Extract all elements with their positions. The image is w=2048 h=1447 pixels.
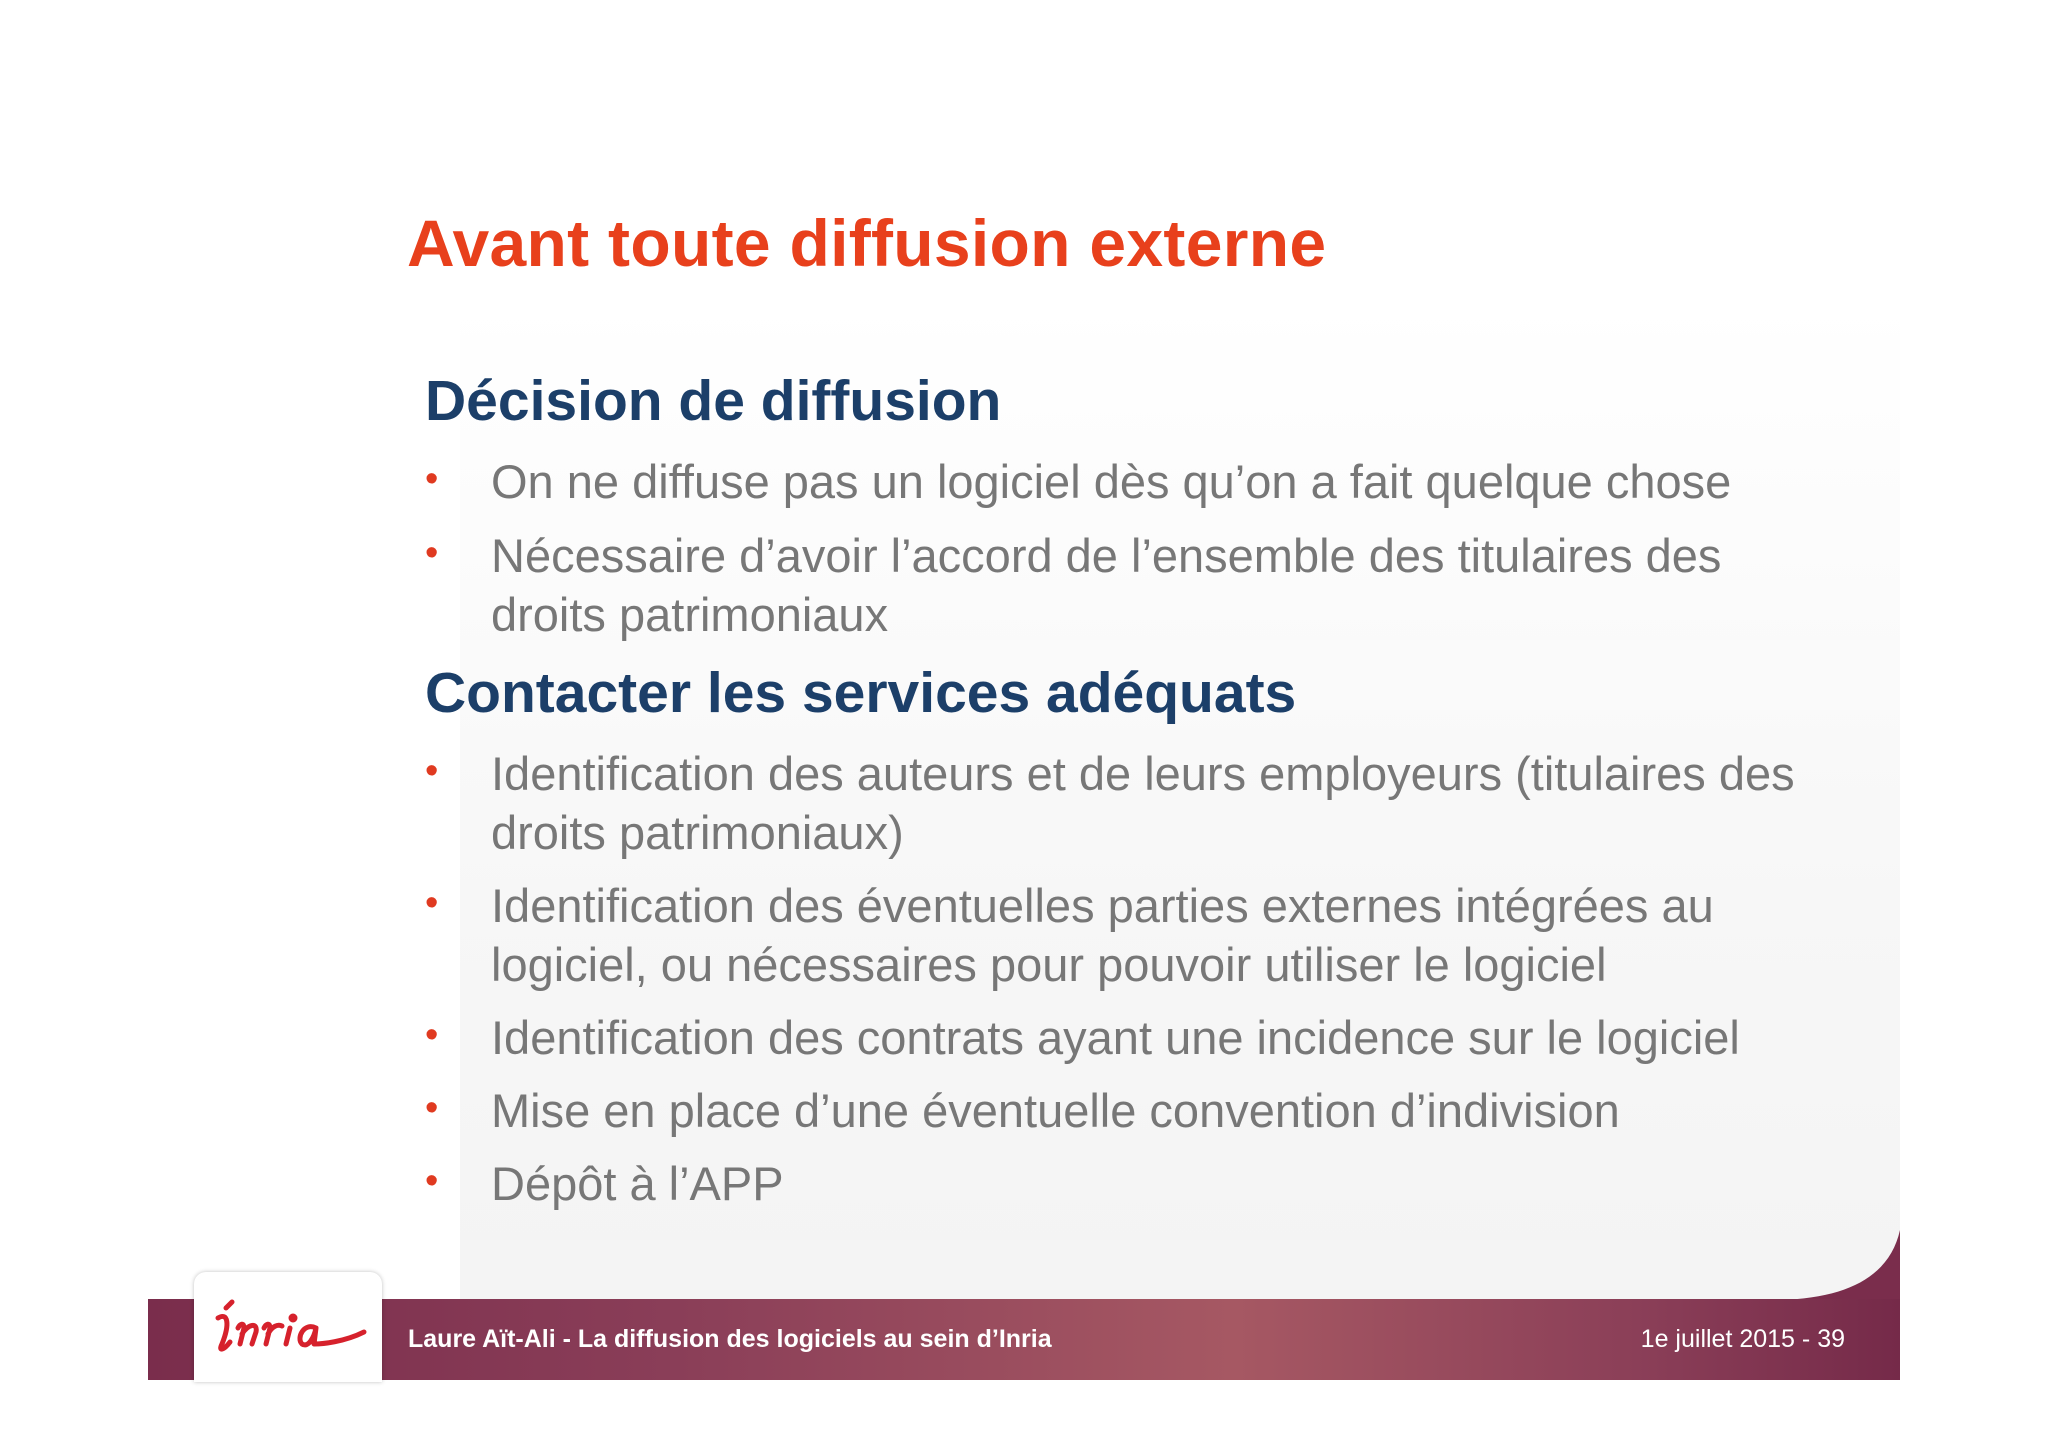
bullet-icon: • bbox=[425, 1014, 439, 1056]
list-item bbox=[425, 744, 1825, 862]
bullet-icon: • bbox=[425, 458, 439, 500]
footer-corner-swoosh bbox=[1780, 1230, 1900, 1300]
list-item-text: Mise en place d’une éventuelle convention d’indivision bbox=[491, 1084, 1620, 1137]
list-item bbox=[425, 1154, 1825, 1213]
bullet-icon: • bbox=[425, 532, 439, 574]
slide-title: Avant toute diffusion externe bbox=[407, 206, 1327, 280]
list-item-text: Dépôt à l’APP bbox=[491, 1157, 784, 1210]
footer-date-page bbox=[1641, 1325, 1845, 1354]
footer-presentation-title: Laure Aït-Ali - La diffusion des logiciels au sein d’Inria bbox=[408, 1325, 1052, 1353]
list-item-text: Identification des éventuelles parties externes intégrées au logiciel, ou nécessaires pour pouvoir utiliser le logiciel bbox=[491, 879, 1714, 991]
bullet-icon: • bbox=[425, 882, 439, 924]
logo-tab bbox=[194, 1272, 382, 1382]
bullet-icon: • bbox=[425, 750, 439, 792]
section-heading-decision: Décision de diffusion bbox=[425, 369, 1002, 433]
list-item bbox=[425, 526, 1825, 644]
footer-date: 1e juillet 2015 bbox=[1640, 1325, 1795, 1353]
list-item-text: Identification des auteurs et de leurs employeurs (titulaires des droits patrimoniaux) bbox=[491, 747, 1795, 859]
list-item-text: Nécessaire d’avoir l’accord de l’ensemble des titulaires des droits patrimoniaux bbox=[491, 529, 1722, 641]
footer-separator: - bbox=[1794, 1325, 1818, 1353]
list-item-text: On ne diffuse pas un logiciel dès qu’on a fait quelque chose bbox=[491, 455, 1732, 508]
bullet-icon: • bbox=[425, 1087, 439, 1129]
list-item bbox=[425, 452, 1825, 511]
list-item bbox=[425, 1081, 1825, 1140]
page-number: 39 bbox=[1817, 1325, 1845, 1353]
inria-logo-icon bbox=[204, 1294, 374, 1364]
section-heading-contact: Contacter les services adéquats bbox=[425, 661, 1297, 725]
bullet-icon: • bbox=[425, 1160, 439, 1202]
list-item-text: Identification des contrats ayant une incidence sur le logiciel bbox=[491, 1011, 1740, 1064]
list-item bbox=[425, 876, 1825, 994]
list-item bbox=[425, 1008, 1825, 1067]
